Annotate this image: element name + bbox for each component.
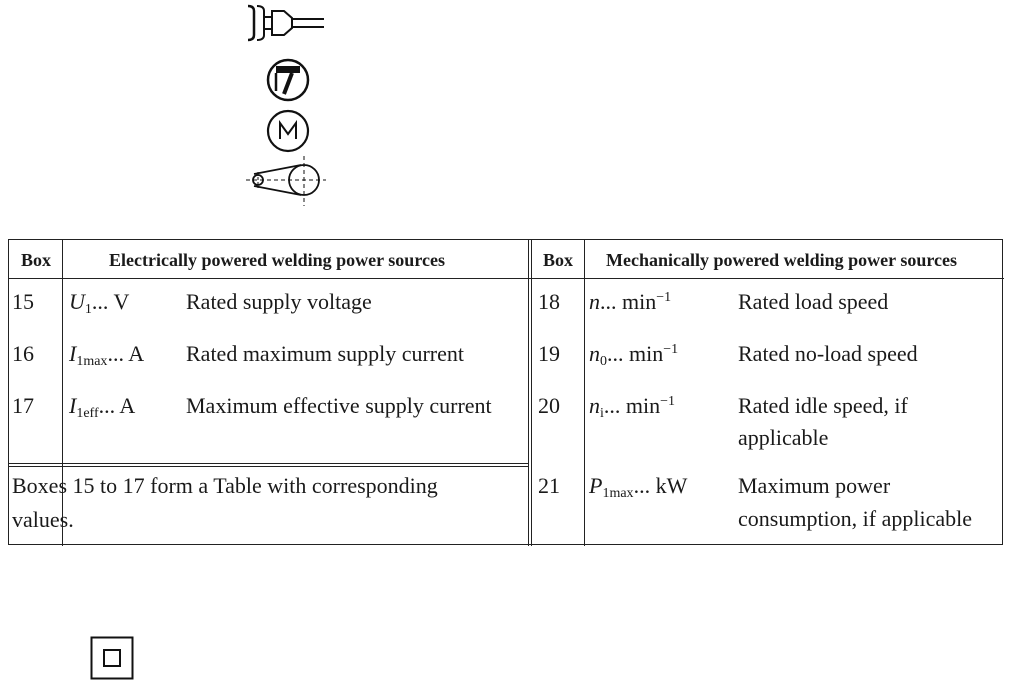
col-divider (531, 240, 532, 546)
header-box-right: Box (543, 250, 574, 270)
table-note: values. (12, 507, 74, 532)
col-divider (528, 240, 529, 546)
box-number: 19 (538, 341, 560, 366)
combustion-engine-icon (265, 57, 311, 103)
table-note: Boxes 15 to 17 form a Table with corresponding (12, 473, 438, 498)
rating-plate-table (8, 239, 1003, 545)
belt-drive-icon (244, 152, 328, 208)
quantity-symbol: $n_0$... $\min^{-1}$ (589, 341, 679, 369)
row-description: Rated supply voltage (186, 289, 372, 314)
note-divider (9, 466, 529, 467)
row-description-cont: consumption, if applicable (738, 506, 972, 531)
row-description: Rated maximum supply current (186, 341, 464, 366)
header-electrical: Electrically powered welding power sources (109, 250, 445, 270)
quantity-symbol: n... $\min^{-1}$ (589, 289, 672, 314)
box-number: 17 (12, 393, 34, 418)
header-box-left: Box (21, 250, 52, 270)
row-description: Rated idle speed, if (738, 393, 908, 418)
protection-class-ii-icon (90, 636, 134, 680)
row-description: Rated load speed (738, 289, 889, 314)
motor-icon (265, 108, 311, 154)
col-divider (584, 240, 585, 546)
row-description: Maximum power (738, 473, 891, 498)
box-number: 18 (538, 289, 560, 314)
plug-icon (244, 1, 328, 45)
box-number: 20 (538, 393, 560, 418)
box-number: 16 (12, 341, 34, 366)
row-description: Rated no-load speed (738, 341, 918, 366)
header-divider (9, 278, 1004, 279)
quantity-symbol: $U_1$... V (69, 289, 130, 317)
note-divider (9, 463, 529, 464)
quantity-symbol: $I_{1max}$... A (69, 341, 145, 369)
header-mechanical: Mechanically powered welding power sources (606, 250, 957, 270)
quantity-symbol: $P_{1max}$... kW (589, 473, 688, 501)
box-number: 15 (12, 289, 34, 314)
row-description: Maximum effective supply current (186, 393, 492, 418)
quantity-symbol: $I_{1eff}$... A (69, 393, 136, 421)
row-description-cont: applicable (738, 425, 829, 450)
box-number: 21 (538, 473, 560, 498)
quantity-symbol: $n_i$... $\min^{-1}$ (589, 393, 676, 421)
